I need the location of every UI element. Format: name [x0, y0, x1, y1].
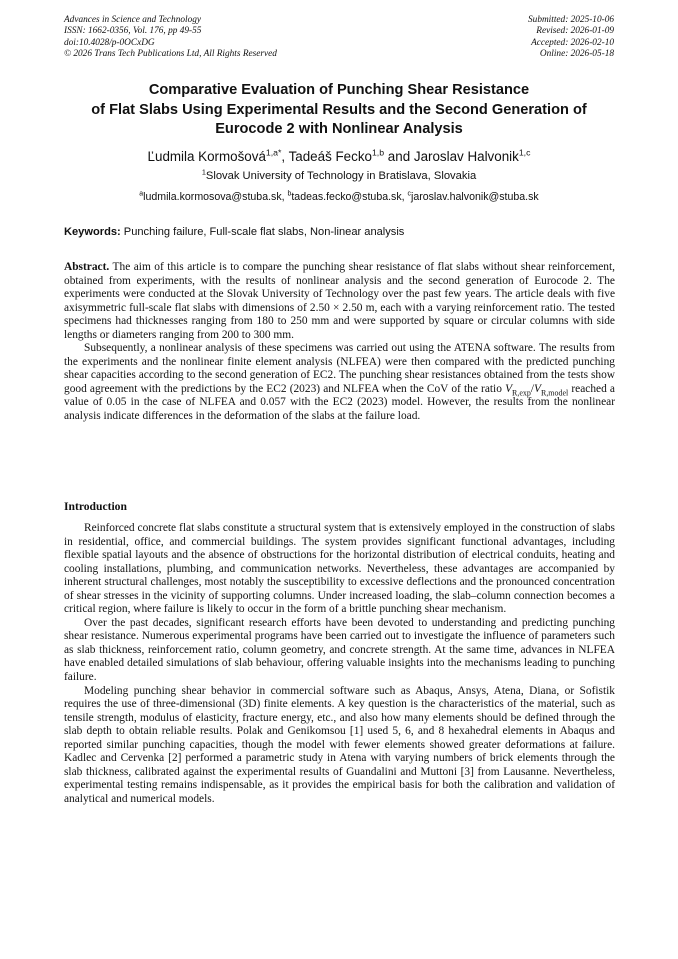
abstract-text-2a: Subsequently, a nonlinear analysis of these specimens was carried out using the ATENA software. The results from the experiments and the nonlinear finite element analysis (NLFEA) were then compared with the predicted punching shear capacities according to the second generation of EC2. The punching shear resistances obtained from the tests show good agreement with the predictions by the EC2 (2023) and NLFEA when the CoV of the ratio — [64, 342, 615, 395]
affiliation — [40, 169, 638, 183]
author-1-name: Ľudmila Kormošová — [147, 149, 266, 164]
author-3-name: Jaroslav Halvonik — [413, 149, 519, 164]
email-marker-b: b — [287, 190, 292, 198]
paper-title — [60, 81, 618, 140]
keywords-label: Keywords: — [64, 226, 121, 238]
journal-name: Advances in Science and Technology — [64, 15, 202, 25]
author-separator: , — [281, 149, 289, 164]
journal-info — [64, 15, 277, 61]
ratio-sub-1: R,exp — [512, 388, 531, 398]
copyright-line: © 2026 Trans Tech Publications Ltd, All Rights Reserved — [64, 49, 277, 60]
email-b[interactable]: tadeas.fecko@stuba.sk, — [291, 191, 408, 203]
author-2-affil: 1,b — [371, 147, 385, 158]
intro-paragraph-3: Modeling punching shear behavior in commercial software such as Abaqus, Ansys, Atena, Diana, or Sofistik requires the use of three-dimensional (3D) finite elements. A key question is the characteristics of the material, such as tensile strength, modulus of elasticity, fracture energy, etc., and also how many elements should be defined through the slab depth to obtain reliable results. Polak and Genikomsou [1] used 5, 6, and 8 hexahedral elements in Abaqus and reported similar punching capacities, though the model with fewer elements showed greater deformations at failure. Kadlec and Cervenka [2] performed a parametric study in Atena with varying numbers of brick elements through the slab thickness, calibrated against the experimental results of Guandalini and Muttoni [3] from Lausanne. Nevertheless, experimental testing remains indispensable, as it provides the empirical basis for both the calibration and validation of analytical and numerical models. — [64, 684, 615, 805]
email-list — [30, 190, 648, 204]
abstract-text-2b: reached a value of 0.05 in the case of NLFEA and 0.057 with the EC2 (2023) model. However, the results from the nonlinear analysis indicate differences in the deformation of the slabs at the failure load. — [64, 382, 615, 423]
ratio-var-1: V — [505, 382, 513, 395]
email-a[interactable]: ludmila.kormosova@stuba.sk, — [143, 191, 288, 203]
ratio-var-2: V — [534, 382, 541, 395]
author-1-affil: 1,a* — [265, 147, 282, 158]
title-line-1: Comparative Evaluation of Punching Shear Resistance — [148, 82, 530, 98]
keywords — [64, 225, 618, 239]
submitted-date: Submitted: 2025-10-06 — [528, 15, 614, 25]
affiliation-marker: 1 — [201, 167, 206, 177]
abstract-paragraph-2 — [64, 342, 615, 423]
email-marker-a: a — [139, 190, 144, 198]
online-date: Online: 2026-05-18 — [539, 49, 614, 60]
email-marker-c: c — [407, 190, 411, 198]
abstract — [64, 261, 615, 424]
abstract-paragraph-1 — [64, 261, 615, 342]
issn-line: ISSN: 1662-0356, Vol. 176, pp 49-55 — [64, 26, 202, 37]
section-heading-introduction: Introduction — [64, 500, 127, 513]
introduction-body — [64, 522, 615, 806]
intro-paragraph-2: Over the past decades, significant research efforts have been devoted to understanding and predicting punching shear resistance. Numerous experimental programs have been carried out to investigate the influence of parameters such as slab thickness, reinforcement ratio, column geometry, and concrete strength. At the same time, advances in NLFEA have enabled detailed simulations of slab behaviour, offering valuable insights into the mechanisms leading to punching failure. — [64, 616, 615, 684]
revised-date: Revised: 2026-01-09 — [536, 26, 614, 37]
author-2-name: Tadeáš Fecko — [288, 149, 372, 164]
ratio-slash: / — [530, 382, 535, 395]
abstract-label: Abstract. — [64, 261, 110, 273]
title-line-2: of Flat Slabs Using Experimental Results and the Second Generation of — [91, 101, 587, 118]
author-3-affil: 1,c — [518, 147, 531, 158]
intro-paragraph-1: Reinforced concrete flat slabs constitute a structural system that is extensively employed in the construction of slabs in residential, office, and commercial buildings. The system provides significant functional advantages, including flexible spatial layouts and the absence of obstructions for the horizontal distribution of electrical conduits, heating and cooling installations, plumbing, and communication networks. Nevertheless, these advantages are accompanied by inherent structural challenges, most notably the susceptibility to excessive deflections and the pronounced concentration of shear stresses in the vicinity of supporting columns. Under increased loading, the slab–column connection becomes a critical region, where failure is likely to occur in the form of a brittle punching shear mechanism. — [64, 522, 615, 616]
title-line-3: Eurocode 2 with Nonlinear Analysis — [215, 121, 463, 137]
email-c[interactable]: jaroslav.halvonik@stuba.sk — [410, 191, 539, 203]
doi-line: doi:10.4028/p-0OCxDG — [64, 37, 155, 48]
dates-info — [528, 15, 614, 61]
accepted-date: Accepted: 2026-02-10 — [531, 37, 614, 48]
ratio-sub-2: R,model — [541, 388, 569, 398]
affiliation-text: Slovak University of Technology in Bratislava, Slovakia — [205, 170, 477, 182]
author-separator: and — [384, 149, 414, 164]
keywords-text: Punching failure, Full-scale flat slabs, Non-linear analysis — [120, 226, 405, 238]
journal-header — [64, 15, 614, 61]
abstract-text-1: The aim of this article is to compare the punching shear resistance of flat slabs without shear reinforcement, obtained from experiments, with the results of nonlinear analysis and the second generation of Eurocode 2. The experiments were conducted at the Slovak University of Technology over the past few years. The article deals with five axisymmetric full-scale flat slabs with dimensions of 2.50 × 2.50 m, each with a varying reinforcement ratio. The tested specimens had thicknesses ranging from 180 to 250 mm and were supported by square or circular columns with side lengths or diameters ranging from 200 to 300 mm. — [64, 261, 615, 341]
author-list — [40, 148, 638, 165]
